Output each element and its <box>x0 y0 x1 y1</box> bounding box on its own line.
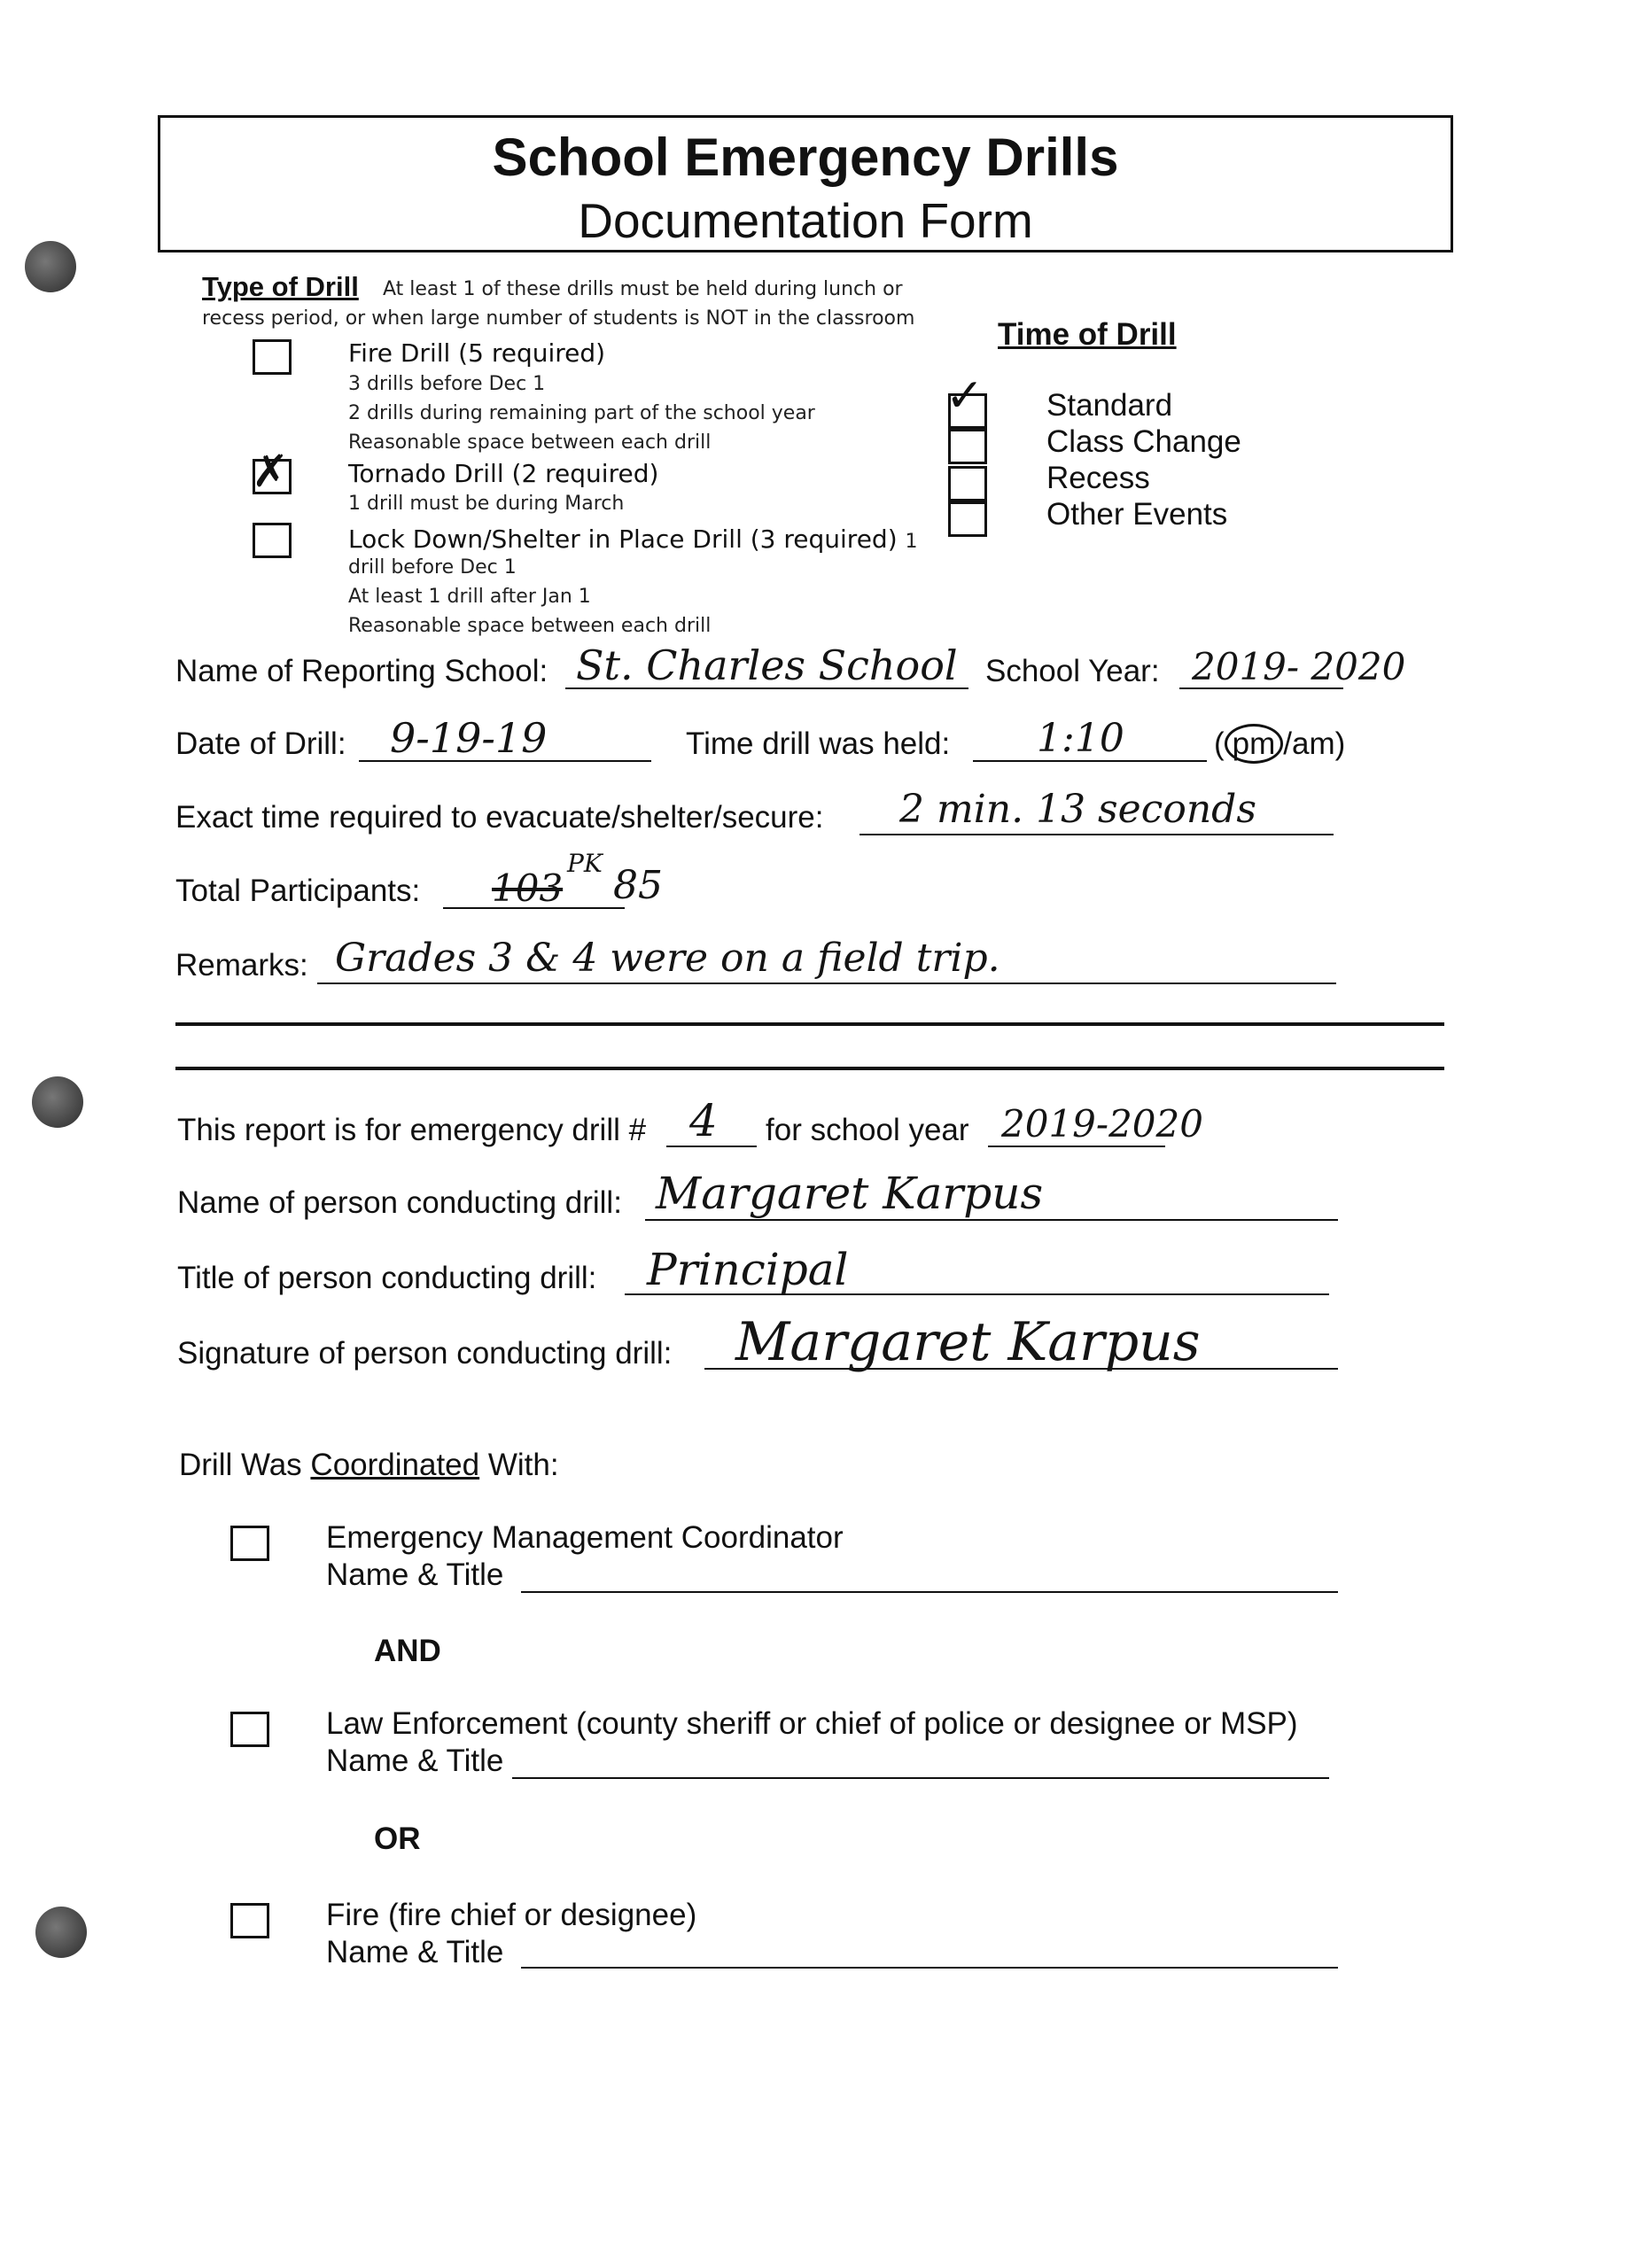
time-standard-checkbox[interactable] <box>948 393 987 429</box>
coordination-heading-post: With: <box>487 1448 559 1482</box>
coordination-heading-pre: Drill Was <box>179 1448 302 1482</box>
school-year-value[interactable]: 2019- 2020 <box>1192 645 1406 688</box>
or-label: OR <box>374 1821 421 1856</box>
lockdown-drill-detail-1: drill before Dec 1 <box>348 556 517 579</box>
time-class-change-checkbox[interactable] <box>948 429 987 464</box>
law-enforcement-checkbox[interactable] <box>230 1712 269 1747</box>
for-school-year-value[interactable]: 2019-2020 <box>1001 1102 1203 1146</box>
emergency-management-name-line[interactable] <box>521 1591 1338 1593</box>
time-other-events-checkbox[interactable] <box>948 501 987 537</box>
time-of-drill-heading: Time of Drill <box>998 317 1177 352</box>
evacuation-time-value[interactable]: 2 min. 13 seconds <box>899 787 1256 832</box>
pm-option[interactable]: pm <box>1225 724 1284 764</box>
for-school-year-label: for school year <box>766 1113 969 1147</box>
punch-hole-bottom <box>35 1907 87 1958</box>
time-held-label: Time drill was held: <box>686 726 951 761</box>
header-box <box>158 115 1453 252</box>
evacuation-time-line <box>860 834 1334 835</box>
am-option[interactable]: am) <box>1292 726 1346 761</box>
tornado-drill-label: Tornado Drill (2 required) <box>348 459 659 488</box>
time-recess-label: Recess <box>1046 461 1150 495</box>
conductor-name-label: Name of person conducting drill: <box>177 1185 622 1220</box>
type-of-drill-note-2: recess period, or when large number of students is NOT in the classroom <box>202 307 915 330</box>
form-subtitle: Documentation Form <box>578 193 1033 248</box>
fire-drill-detail-1: 3 drills before Dec 1 <box>348 373 546 395</box>
conductor-title-label: Title of person conducting drill: <box>177 1261 597 1295</box>
participants-initials: PK <box>567 849 603 878</box>
time-held-value[interactable]: 1:10 <box>1037 716 1124 761</box>
remarks-line-3 <box>175 1067 1444 1070</box>
lockdown-drill-detail-2: At least 1 drill after Jan 1 <box>348 586 591 608</box>
time-standard-label: Standard <box>1046 388 1173 423</box>
school-name-value[interactable]: St. Charles School <box>576 641 958 689</box>
fire-drill-detail-3: Reasonable space between each drill <box>348 431 712 454</box>
emergency-management-label: Emergency Management Coordinator <box>326 1520 844 1555</box>
law-enforcement-label: Law Enforcement (county sheriff or chief of police or designee or MSP) <box>326 1706 1298 1741</box>
tornado-drill-checkbox[interactable] <box>253 459 292 494</box>
participants-value[interactable]: 85 <box>613 863 663 908</box>
lockdown-drill-label-text: Lock Down/Shelter in Place Drill (3 required) <box>348 524 898 554</box>
lockdown-drill-label <box>348 524 918 554</box>
fire-chief-name-title-label: Name & Title <box>326 1935 504 1969</box>
for-school-year-line <box>988 1146 1165 1147</box>
lockdown-drill-detail-3: Reasonable space between each drill <box>348 615 712 637</box>
date-of-drill-label: Date of Drill: <box>175 726 346 761</box>
conductor-name-line <box>645 1219 1338 1221</box>
remarks-value[interactable]: Grades 3 & 4 were on a field trip. <box>335 936 1000 981</box>
coordination-heading-underlined: Coordinated <box>310 1448 480 1482</box>
remarks-line-1 <box>317 983 1336 984</box>
fire-chief-checkbox[interactable] <box>230 1903 269 1938</box>
ampm-selector: ( pm /am) <box>1214 726 1345 762</box>
lockdown-drill-label-suffix: 1 <box>905 531 918 553</box>
conductor-title-value[interactable]: Principal <box>647 1244 849 1295</box>
participants-label: Total Participants: <box>175 874 421 908</box>
remarks-label: Remarks: <box>175 948 308 983</box>
drill-number-label: This report is for emergency drill # <box>177 1113 647 1147</box>
fire-drill-checkbox[interactable] <box>253 339 292 375</box>
punch-hole-top <box>25 241 76 292</box>
time-recess-checkbox[interactable] <box>948 466 987 501</box>
law-enforcement-name-line[interactable] <box>512 1777 1329 1779</box>
evacuation-time-label: Exact time required to evacuate/shelter/secure: <box>175 800 824 835</box>
time-class-change-label: Class Change <box>1046 424 1241 459</box>
punch-hole-middle <box>32 1076 83 1128</box>
tornado-drill-detail-1: 1 drill must be during March <box>348 493 625 515</box>
conductor-name-value[interactable]: Margaret Karpus <box>656 1168 1044 1219</box>
form-title: School Emergency Drills <box>492 128 1119 187</box>
fire-chief-name-line[interactable] <box>521 1967 1338 1969</box>
conductor-signature-value[interactable]: Margaret Karpus <box>735 1311 1201 1373</box>
type-of-drill-note-1: At least 1 of these drills must be held during lunch or <box>383 278 903 300</box>
school-year-label: School Year: <box>985 654 1160 688</box>
drill-number-value[interactable]: 4 <box>689 1095 718 1146</box>
emergency-management-name-title-label: Name & Title <box>326 1557 504 1592</box>
school-name-label: Name of Reporting School: <box>175 654 548 688</box>
fire-drill-detail-2: 2 drills during remaining part of the school year <box>348 402 815 424</box>
law-enforcement-name-title-label: Name & Title <box>326 1744 504 1778</box>
conductor-signature-label: Signature of person conducting drill: <box>177 1336 673 1371</box>
type-of-drill-heading: Type of Drill <box>202 271 359 302</box>
emergency-management-checkbox[interactable] <box>230 1526 269 1561</box>
fire-chief-label: Fire (fire chief or designee) <box>326 1898 697 1932</box>
and-label: AND <box>374 1634 441 1668</box>
coordination-heading <box>179 1448 559 1483</box>
remarks-line-2 <box>175 1022 1444 1026</box>
date-of-drill-value[interactable]: 9-19-19 <box>390 714 548 762</box>
time-other-events-label: Other Events <box>1046 497 1228 532</box>
lockdown-drill-checkbox[interactable] <box>253 523 292 558</box>
fire-drill-label: Fire Drill (5 required) <box>348 338 606 368</box>
participants-struck-value: 103 <box>492 866 564 910</box>
